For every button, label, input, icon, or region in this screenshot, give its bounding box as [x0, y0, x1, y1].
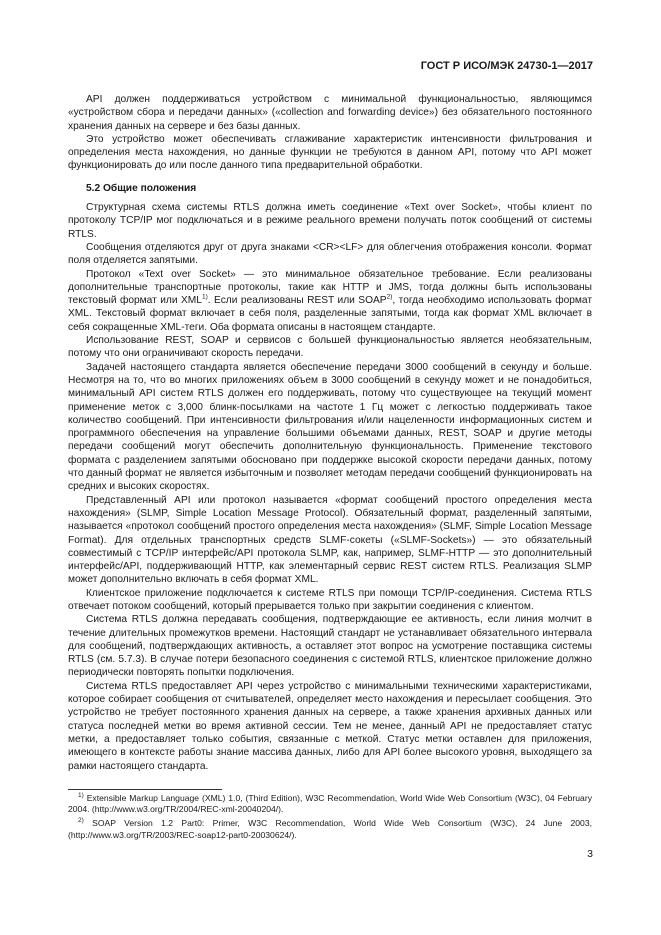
footnote-ref[interactable]: 1)	[201, 293, 208, 301]
footnote-divider	[68, 789, 222, 790]
footnote-mark: 1)	[78, 792, 84, 800]
paragraph: Это устройство может обеспечивать сглаживание характеристик интенсивности фильтрования и определения места нахождения, но данные функции не требуются в данном API, потому что API может функционировать до или после данного типа предварительной обработки.	[68, 133, 592, 172]
footnotes	[68, 793, 592, 844]
paragraph: Использование REST, SOAP и сервисов с большей функциональностью является необязательным, потому что они ограничивают скорость передачи.	[68, 335, 592, 360]
footnote-text: SOAP Version 1.2 Part0: Primer, W3C Recommendation, World Wide Web Consortium (W3C), 24 June 2003, (http://www.w3.org/TR/2003/REC-soap12-part0-20030624/).	[68, 818, 592, 840]
paragraph	[68, 268, 592, 334]
paragraph: Задачей настоящего стандарта является обеспечение передачи 3000 сообщений в секунду и больше. Несмотря на то, что во многих приложениях объем в 3000 сообщений в секунду может и не понадобиться, минимальный API систем RTLS должен его поддерживать, потому что существующее на текущий момент применение меток с 3,000 блинк-посылками на частоте 1 Гц может с легкостью поддерживать такое количество сообщений. При интенсивности фильтрования и/или нацеленности информационных систем и программного обеспечения на управление большими объемами данных, REST, SOAP и другие методы передачи сообщений могут обеспечить дополнительную функциональность. Применение текстового формата с разделением запятыми обосновано при поддержке высокой скорости передачи данных, потому что данный формат не является избыточным и позволяет методам передачи сообщений функционировать на средних и высоких скоростях.	[68, 361, 592, 493]
paragraph: Система RTLS должна передавать сообщения, подтверждающие ее активность, если линия молчит в течение длительных промежутков времени. Настоящий стандарт не устанавливает обязательного интервала для сообщений, подтверждающих активность, а оставляет этот вопрос на усмотрение поставщика системы RTLS (см. 5.7.3). В случае потери безопасного соединения с системой RTLS, клиентское приложение должно периодически повторять попытки подключения.	[68, 614, 592, 679]
footnote-ref[interactable]: 2)	[386, 293, 393, 301]
paragraph: Структурная схема системы RTLS должна иметь соединение «Text over Socket», чтобы клиент по протоколу TCP/IP мог подключаться и в режиме реального времени получать поток сообщений от системы RTLS.	[68, 202, 592, 240]
paragraph: API должен поддерживаться устройством с минимальной функциональностью, являющимся «устройством сбора и передачи данных» («collection and forwarding device») без обязательного постоянного хранения данных на сервере и без базы данных.	[68, 94, 592, 132]
page-number: 3	[587, 848, 593, 860]
footnote	[68, 818, 592, 840]
paragraph-text: Протокол «Text over Socket» — это минимальное обязательное требование. Если реализованы дополнительные транспортные протоколы, такие как HTTP и JMS, тогда должны быть использованы текстовый формат или XML	[68, 268, 592, 307]
paragraph-text: , тогда необходимо использовать формат XML. Текстовый формат включает в себя поля, разделенные запятыми, тогда как формат XML включает в себя сокращенные XML-теги. Оба формата описаны в настоящем стандарте.	[68, 295, 593, 333]
footnote-mark: 2)	[78, 817, 84, 825]
footnote-text: Extensible Markup Language (XML) 1.0, (Third Edition), W3C Recommendation, World Wide Web Consortium (W3C), 04 February 2004. (http://www.w3.org/TR/2004/REC-xml-20040204/).	[68, 793, 592, 815]
section-heading: 5.2 Общие положения	[86, 182, 197, 194]
paragraph: Представленный API или протокол называется «формат сообщений простого определения места нахождения» (SLMP, Simple Location Message Protocol). Обязательный формат, разделенный запятыми, называется «протокол сообщений простого определения места нахождения» (SLMF, Simple Location Message Format). Для отдельных транспортных средств SLMF-сокеты («SLMF-Sockets») — это обязательный совместимый с TCP/IP интерфейс/API протокола SLMP, как, например, SLMF-HTTP — это дополнительный интерфейс/API, поддерживающий HTTP, как элементарный сервис REST систем RTLS. Реализация SLMP может дополнительно включать в себя формат XML.	[68, 494, 592, 586]
document-header: ГОСТ Р ИСО/МЭК 24730-1—2017	[420, 60, 593, 72]
document-body	[68, 93, 592, 773]
footnote	[68, 793, 592, 815]
paragraph: Система RTLS предоставляет API через устройство с минимальными техническими характеристиками, которое собирает сообщения от считывателей, определяет место нахождения и пересылает сообщения. Это устройство не требует постоянного хранения данных на сервере, а также хранения архивных данных или статуса последней метки во время активной сессии. Тем не менее, данный API не предоставляет статус метки, а предоставляет только события, связанные с меткой. Статус метки оставлен для приложения, имеющего в контексте работы знание массива данных, либо для API более высокого уровня, выходящего за рамки настоящего стандарта.	[68, 680, 592, 772]
paragraph: Сообщения отделяются друг от друга знаками <CR><LF> для облегчения отображения консоли. Формат поля отделяется запятыми.	[68, 241, 592, 267]
paragraph: Клиентское приложение подключается к системе RTLS при помощи TCP/IP-соединения. Система RTLS отвечает потоком сообщений, который прерывается только при закрытии соединения с клиентом.	[68, 587, 592, 612]
paragraph-text: . Если реализованы REST или SOAP	[207, 295, 387, 307]
